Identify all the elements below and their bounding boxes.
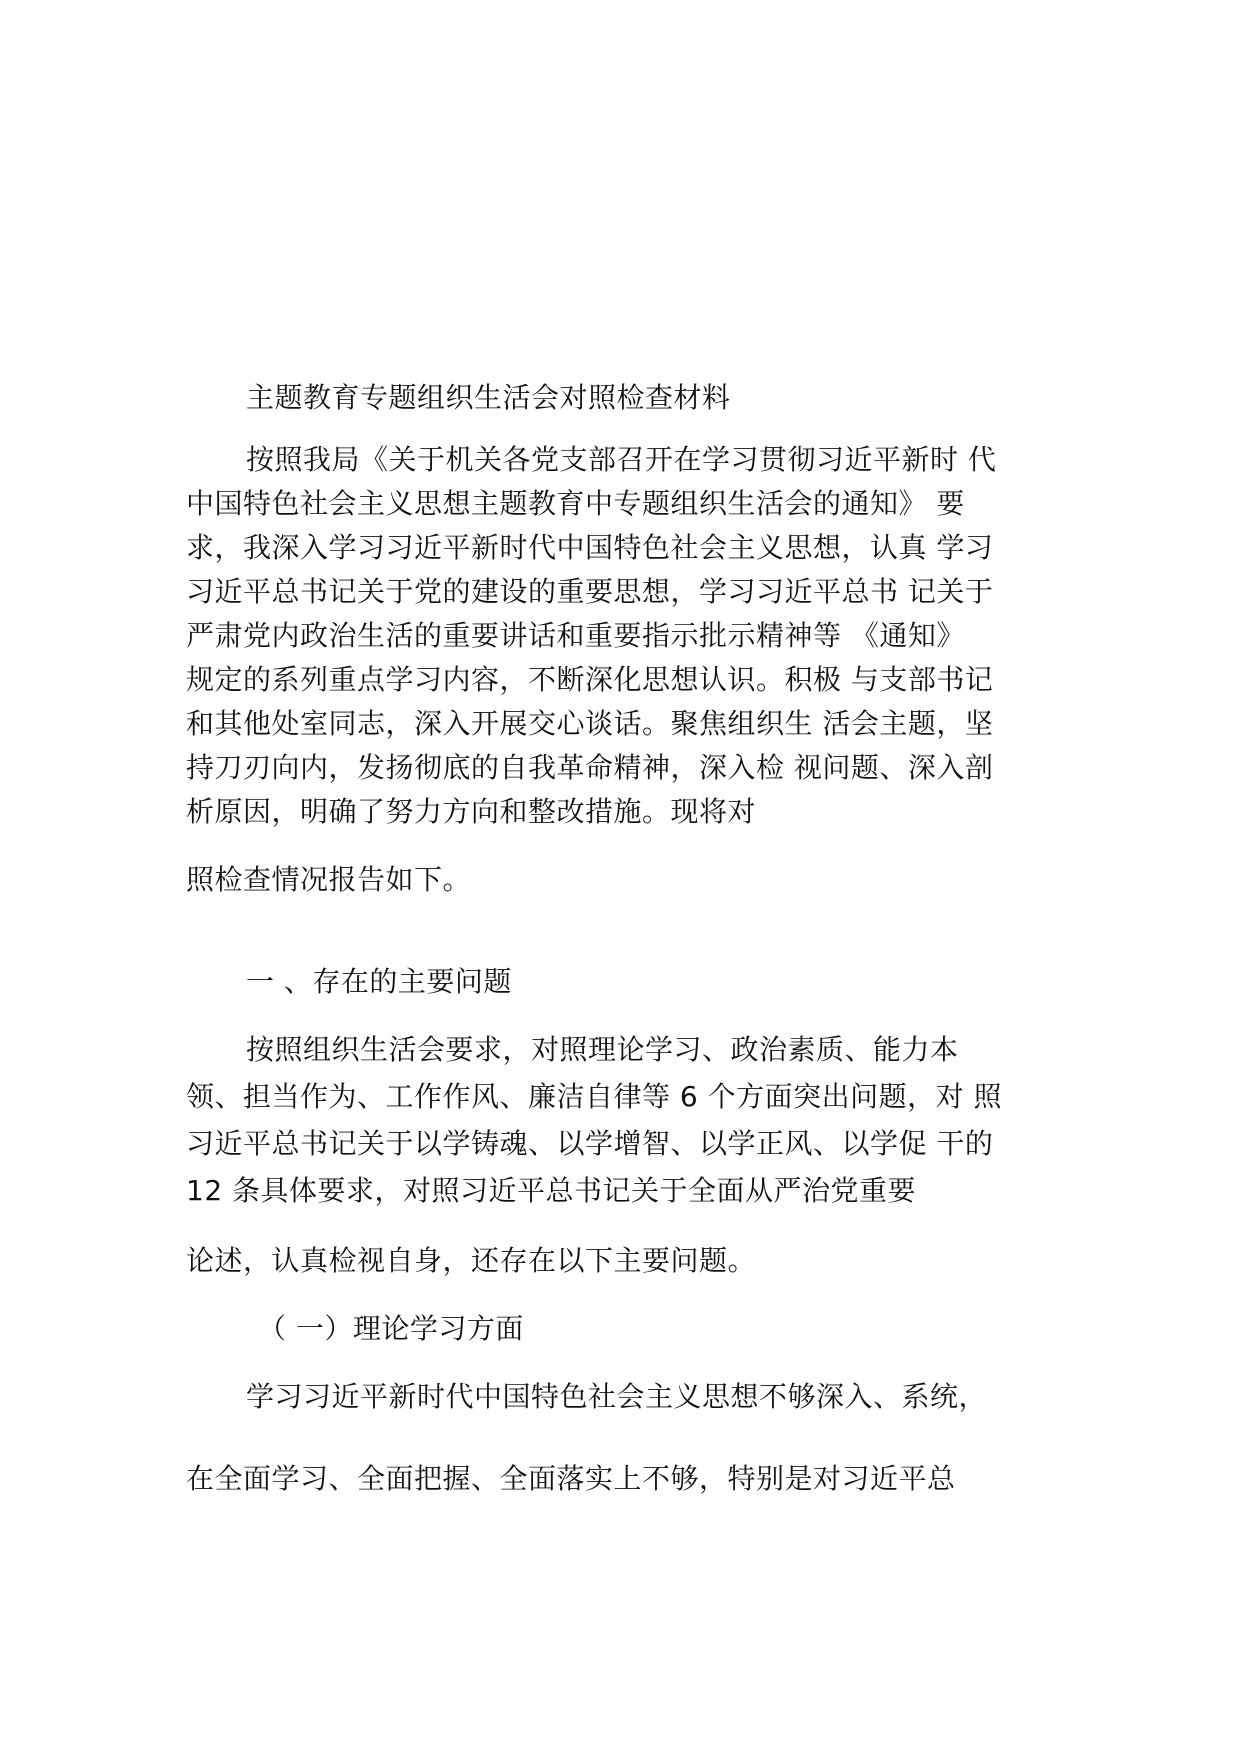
section-last-line: 论述，认真检视自身，还存在以下主要问题。 xyxy=(186,1244,757,1277)
intro-line-7: 和其他处室同志，深入开展交心谈话。聚焦组织生 活会主题，坚 xyxy=(186,707,994,740)
intro-line-3: 求，我深入学习习近平新时代中国特色社会主义思想，认真 学习 xyxy=(186,531,994,564)
intro-line-1: 按照我局《关于机关各党支部召开在学习贯彻习近平新时 代 xyxy=(246,443,997,476)
intro-line-9: 析原因，明确了努力方向和整改措施。现将对 xyxy=(186,795,757,828)
subsection-line-2: 在全面学习、全面把握、全面落实上不够，特别是对习近平总 xyxy=(186,1462,956,1495)
intro-line-5: 严肃党内政治生活的重要讲话和重要指示批示精神等 《通知》 xyxy=(186,619,965,652)
section-line-2: 领、担当作为、工作作风、廉洁自律等 6 个方面突出问题，对 照 xyxy=(186,1080,1003,1113)
section-heading: 一 、存在的主要问题 xyxy=(246,965,512,998)
section-line-3: 习近平总书记关于以学铸魂、以学增智、以学正风、以学促 干的 xyxy=(186,1127,994,1160)
section-line-4: 12 条具体要求，对照习近平总书记关于全面从严治党重要 xyxy=(186,1174,917,1207)
intro-line-4: 习近平总书记关于党的建设的重要思想，学习习近平总书 记关于 xyxy=(186,575,994,608)
subsection-line-1: 学习习近平新时代中国特色社会主义思想不够深入、系统， xyxy=(246,1380,988,1413)
subsection-heading: （ 一）理论学习方面 xyxy=(258,1312,524,1345)
intro-line-6: 规定的系列重点学习内容，不断深化思想认识。积极 与支部书记 xyxy=(186,663,994,696)
intro-line-8: 持刀刃向内，发扬彻底的自我革命精神，深入检 视问题、深入剖 xyxy=(186,751,994,784)
intro-line-2: 中国特色社会主义思想主题教育中专题组织生活会的通知》 要 xyxy=(186,487,965,520)
document-title: 主题教育专题组织生活会对照检查材料 xyxy=(246,381,731,414)
intro-last-line: 照检查情况报告如下。 xyxy=(186,863,472,896)
section-line-1: 按照组织生活会要求，对照理论学习、政治素质、能力本 xyxy=(246,1033,959,1066)
